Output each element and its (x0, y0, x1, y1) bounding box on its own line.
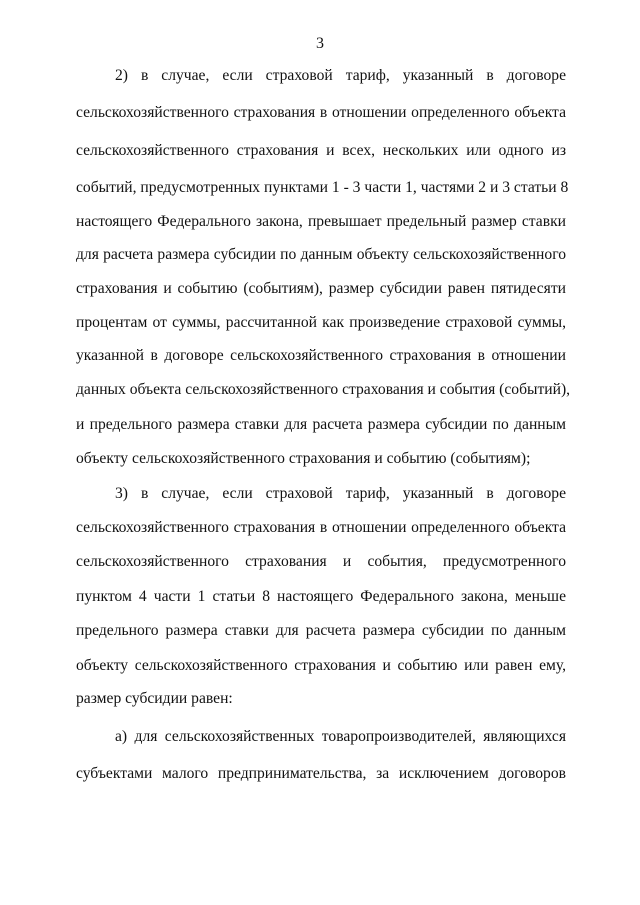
text-line: процентам от суммы, рассчитанной как произведение страховой суммы, (76, 314, 566, 331)
text-line: для расчета размера субсидии по данным объекту сельскохозяйственного (76, 246, 566, 263)
text-line: настоящего Федерального закона, превышает предельный размер ставки (76, 213, 566, 230)
text-line: 2) в случае, если страховой тариф, указанный в договоре (115, 67, 566, 84)
text-line: страхования и событию (событиям), размер субсидии равен пятидесяти (76, 280, 566, 297)
page-number: 3 (316, 35, 324, 52)
text-line: и предельного размера ставки для расчета размера субсидии по данным (76, 416, 566, 433)
text-line: объекту сельскохозяйственного страхования и событию или равен ему, (76, 657, 566, 674)
text-line: сельскохозяйственного страхования и всех, нескольких или одного из (76, 142, 566, 159)
text-line: объекту сельскохозяйственного страхования и событию (событиям); (76, 450, 531, 467)
text-line: данных объекта сельскохозяйственного страхования и события (событий), (76, 381, 571, 398)
text-line: субъектами малого предпринимательства, за исключением договоров (76, 765, 566, 782)
text-line: предельного размера ставки для расчета размера субсидии по данным (76, 622, 566, 639)
text-line: указанной в договоре сельскохозяйственного страхования в отношении (76, 347, 566, 364)
text-line: пунктом 4 части 1 статьи 8 настоящего Федерального закона, меньше (76, 588, 566, 605)
text-line: сельскохозяйственного страхования в отношении определенного объекта (76, 519, 566, 536)
text-line: 3) в случае, если страховой тариф, указанный в договоре (115, 485, 566, 502)
text-line: событий, предусмотренных пунктами 1 - 3 части 1, частями 2 и 3 статьи 8 (76, 179, 569, 196)
text-line: сельскохозяйственного страхования и события, предусмотренного (76, 553, 566, 570)
text-line: сельскохозяйственного страхования в отношении определенного объекта (76, 104, 566, 121)
text-line: размер субсидии равен: (76, 690, 233, 707)
text-line: а) для сельскохозяйственных товаропроизводителей, являющихся (115, 728, 566, 745)
